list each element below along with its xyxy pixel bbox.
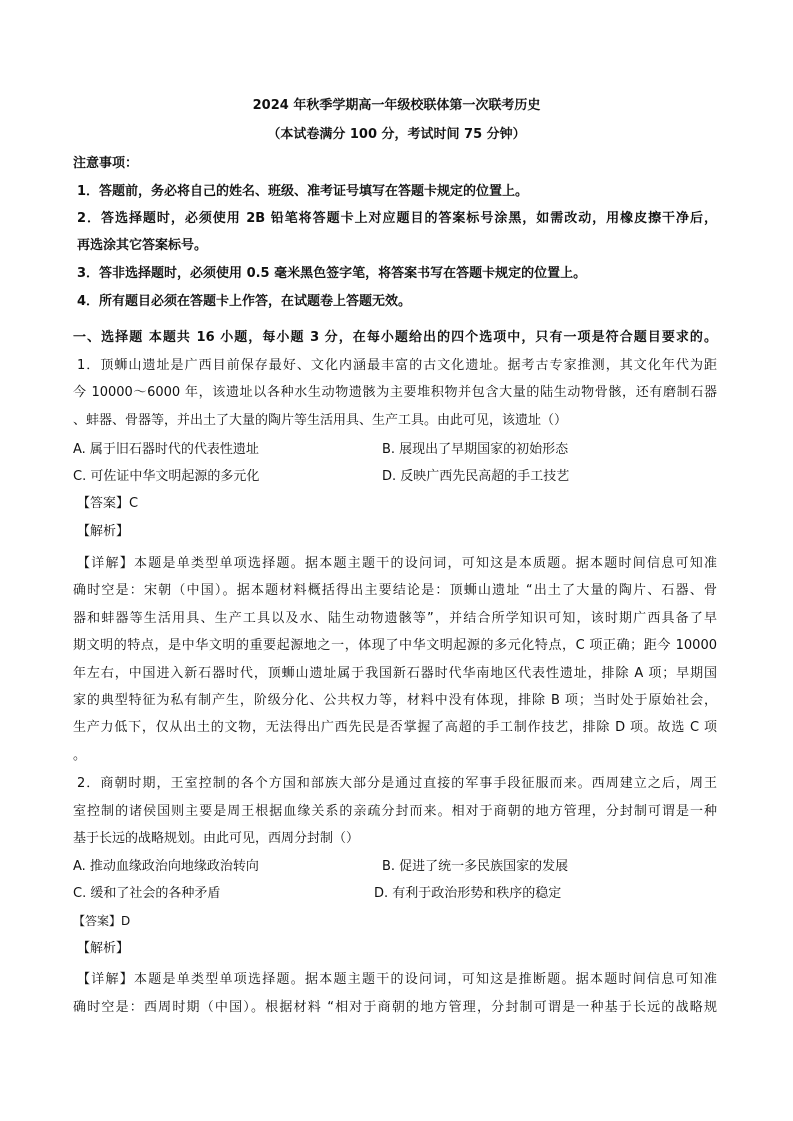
notes-item: 3．答非选择题时，必须使用 0.5 毫米黑色签字笔，将答案书写在答题卡规定的位置上。 xyxy=(77,266,587,281)
question-1-detail: 期文明的特点，是中华文明的重要起源地之一，体现了中华文明起源的多元化特点，C 项正确；距今 10000 xyxy=(73,638,717,653)
question-1-option-d: D. 反映广西先民高超的手工技艺 xyxy=(382,469,570,484)
question-2-option-a: A. 推动血缘政治向地缘政治转向 xyxy=(73,859,259,874)
notes-item: 1．答题前，务必将自己的姓名、班级、准考证号填写在答题卡规定的位置上。 xyxy=(77,184,529,199)
question-2-detail: 【详解】本题是单类型单项选择题。据本题主题干的设问词，可知这是推断题。据本题时间信息可知准 xyxy=(77,972,717,987)
question-1-detail: 生产力低下，仅从出土的文物，无法得出广西先民是否掌握了高超的手工制作技艺，排除 D 项。故选 C 项 xyxy=(73,720,717,735)
question-1-stem: 今 10000～6000 年，该遗址以各种水生动物遗骸为主要堆积物并包含大量的陆生动物骨骸，还有磨制石器 xyxy=(73,385,717,400)
notes-item: 4．所有题目必须在答题卡上作答，在试题卷上答题无效。 xyxy=(77,294,412,309)
question-2-option-c: C. 缓和了社会的各种矛盾 xyxy=(73,886,221,901)
question-1-option-a: A. 属于旧石器时代的代表性遗址 xyxy=(73,442,259,457)
question-2-option-b: B. 促进了统一多民族国家的发展 xyxy=(382,859,569,874)
question-1-option-c: C. 可佐证中华文明起源的多元化 xyxy=(73,469,260,484)
question-1-option-b: B. 展现出了早期国家的初始形态 xyxy=(382,442,569,457)
question-2-detail: 确时空是：西周时期（中国）。根据材料 “相对于商朝的地方管理，分封制可谓是一种基于长远的战略规 xyxy=(73,1000,717,1015)
question-2-stem: 基于长远的战略规划。由此可见，西周分封制（） xyxy=(73,831,360,846)
notes-item: 2．答选择题时，必须使用 2B 铅笔将答题卡上对应题目的答案标号涂黑，如需改动，用橡皮擦干净后， xyxy=(77,211,717,226)
question-1-stem: 1．顶蛳山遗址是广西目前保存最好、文化内涵最丰富的古文化遗址。据考古专家推测，其文化年代为距 xyxy=(77,358,717,373)
question-2-analysis: 【解析】 xyxy=(77,941,130,956)
question-1-stem: 、蚌器、骨器等，并出土了大量的陶片等生活用具、生产工具。由此可见，该遗址（） xyxy=(73,413,568,428)
question-1-detail: 年左右，中国进入新石器时代，顶蛳山遗址属于我国新石器时代华南地区代表性遗址，排除 A 项；早期国 xyxy=(73,666,717,681)
section-heading: 一、选择题 本题共 16 小题，每小题 3 分，在每小题给出的四个选项中，只有一项是符合题目要求的。 xyxy=(73,330,717,345)
question-1-detail: 器和蚌器等生活用具、生产工具以及水、陆生动物遗骸等”，并结合所学知识可知，该时期广西具备了早 xyxy=(73,611,717,626)
notes-heading: 注意事项： xyxy=(73,156,139,171)
page-title: 2024 年秋季学期高一年级校联体第一次联考历史 xyxy=(252,98,541,113)
question-1-detail: 家的典型特征为私有制产生，阶级分化、公共权力等，材料中没有体现，排除 B 项；当时处于原始社会， xyxy=(73,693,717,708)
question-2-stem: 2．商朝时期，王室控制的各个方国和部族大部分是通过直接的军事手段征服而来。西周建立之后，周王 xyxy=(77,776,717,791)
page-subtitle: （本试卷满分 100 分，考试时间 75 分钟） xyxy=(267,127,526,142)
question-1-detail: 确时空是：宋朝（中国）。据本题材料概括得出主要结论是：顶蛳山遗址 “出土了大量的陶片、石器、骨 xyxy=(73,583,717,598)
question-2-answer: 【答案】D xyxy=(73,914,131,928)
notes-item-continuation: 再选涂其它答案标号。 xyxy=(77,238,208,253)
question-1-analysis: 【解析】 xyxy=(77,524,130,539)
question-1-detail: 。 xyxy=(73,748,87,763)
question-1-detail: 【详解】本题是单类型单项选择题。据本题主题干的设问词，可知这是本质题。据本题时间信息可知准 xyxy=(77,556,717,571)
question-2-option-d: D. 有利于政治形势和秩序的稳定 xyxy=(374,886,562,901)
question-2-stem: 室控制的诸侯国则主要是周王根据血缘关系的亲疏分封而来。相对于商朝的地方管理，分封制可谓是一种 xyxy=(73,804,717,819)
question-1-answer: 【答案】C xyxy=(77,496,139,511)
